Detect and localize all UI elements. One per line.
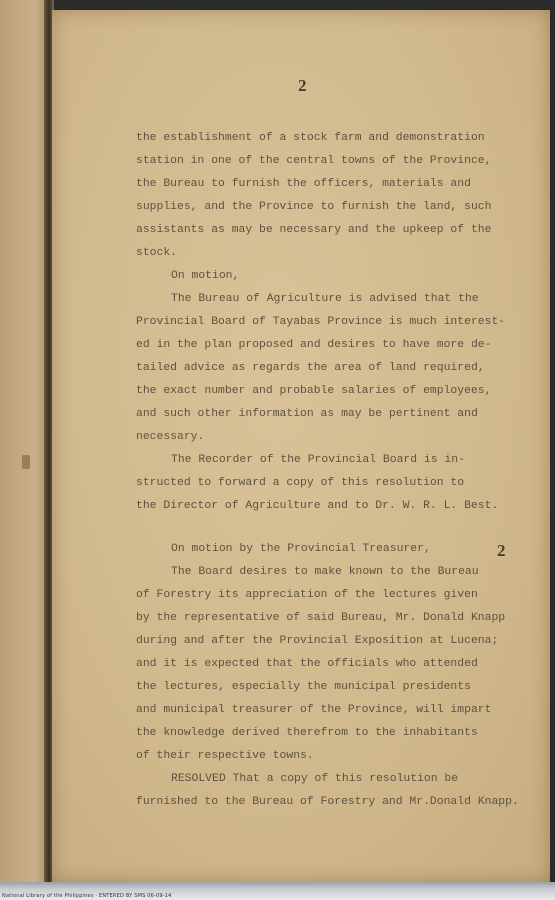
scan-bottom-strip: [0, 882, 555, 900]
text-line: and it is expected that the officials who attended: [136, 658, 478, 670]
text-line: and municipal treasurer of the Province, will impart: [136, 704, 492, 716]
text-line: furnished to the Bureau of Forestry and Mr.Donald Knapp.: [136, 796, 519, 808]
text-line: station in one of the central towns of the Province,: [136, 155, 492, 167]
text-line: Provincial Board of Tayabas Province is much interest-: [136, 316, 506, 328]
document-page: [52, 10, 550, 882]
text-line: and such other information as may be pertinent and: [136, 408, 478, 420]
text-line: On motion by the Provincial Treasurer,: [171, 543, 431, 555]
text-line: the lectures, especially the municipal presidents: [136, 681, 471, 693]
left-page-edge: [0, 0, 50, 900]
text-line: during and after the Provincial Exposition at Lucena;: [136, 635, 499, 647]
scan-footer-text: National Library of the Philippines · ENTERED BY SMS 06-09-14: [2, 893, 172, 899]
margin-item-number: 2: [497, 541, 506, 560]
text-line: by the representative of said Bureau, Mr. Donald Knapp: [136, 612, 506, 624]
text-line: stock.: [136, 247, 178, 259]
text-line: The Bureau of Agriculture is advised that the: [171, 293, 479, 305]
text-line: the Bureau to furnish the officers, materials and: [136, 178, 471, 190]
text-line: The Board desires to make known to the Bureau: [171, 566, 479, 578]
text-line: the Director of Agriculture and to Dr. W. R. L. Best.: [136, 500, 499, 512]
text-line: RESOLVED That a copy of this resolution be: [171, 773, 459, 785]
text-line: On motion,: [171, 270, 240, 282]
text-line: of Forestry its appreciation of the lectures given: [136, 589, 478, 601]
text-line: necessary.: [136, 431, 205, 443]
text-line: of their respective towns.: [136, 750, 314, 762]
text-line: tailed advice as regards the area of land required,: [136, 362, 485, 374]
margin-stain: [22, 455, 30, 469]
text-line: The Recorder of the Provincial Board is in-: [171, 454, 465, 466]
text-line: assistants as may be necessary and the upkeep of the: [136, 224, 492, 236]
body-text: [52, 10, 519, 808]
text-line: ed in the plan proposed and desires to have more de-: [136, 339, 492, 351]
text-line: structed to forward a copy of this resolution to: [136, 477, 465, 489]
text-line: supplies, and the Province to furnish the land, such: [136, 201, 492, 213]
text-line: the knowledge derived therefrom to the inhabitants: [136, 727, 478, 739]
text-line: the exact number and probable salaries of employees,: [136, 385, 492, 397]
page-number: 2: [298, 76, 307, 95]
text-line: the establishment of a stock farm and demonstration: [136, 132, 485, 144]
